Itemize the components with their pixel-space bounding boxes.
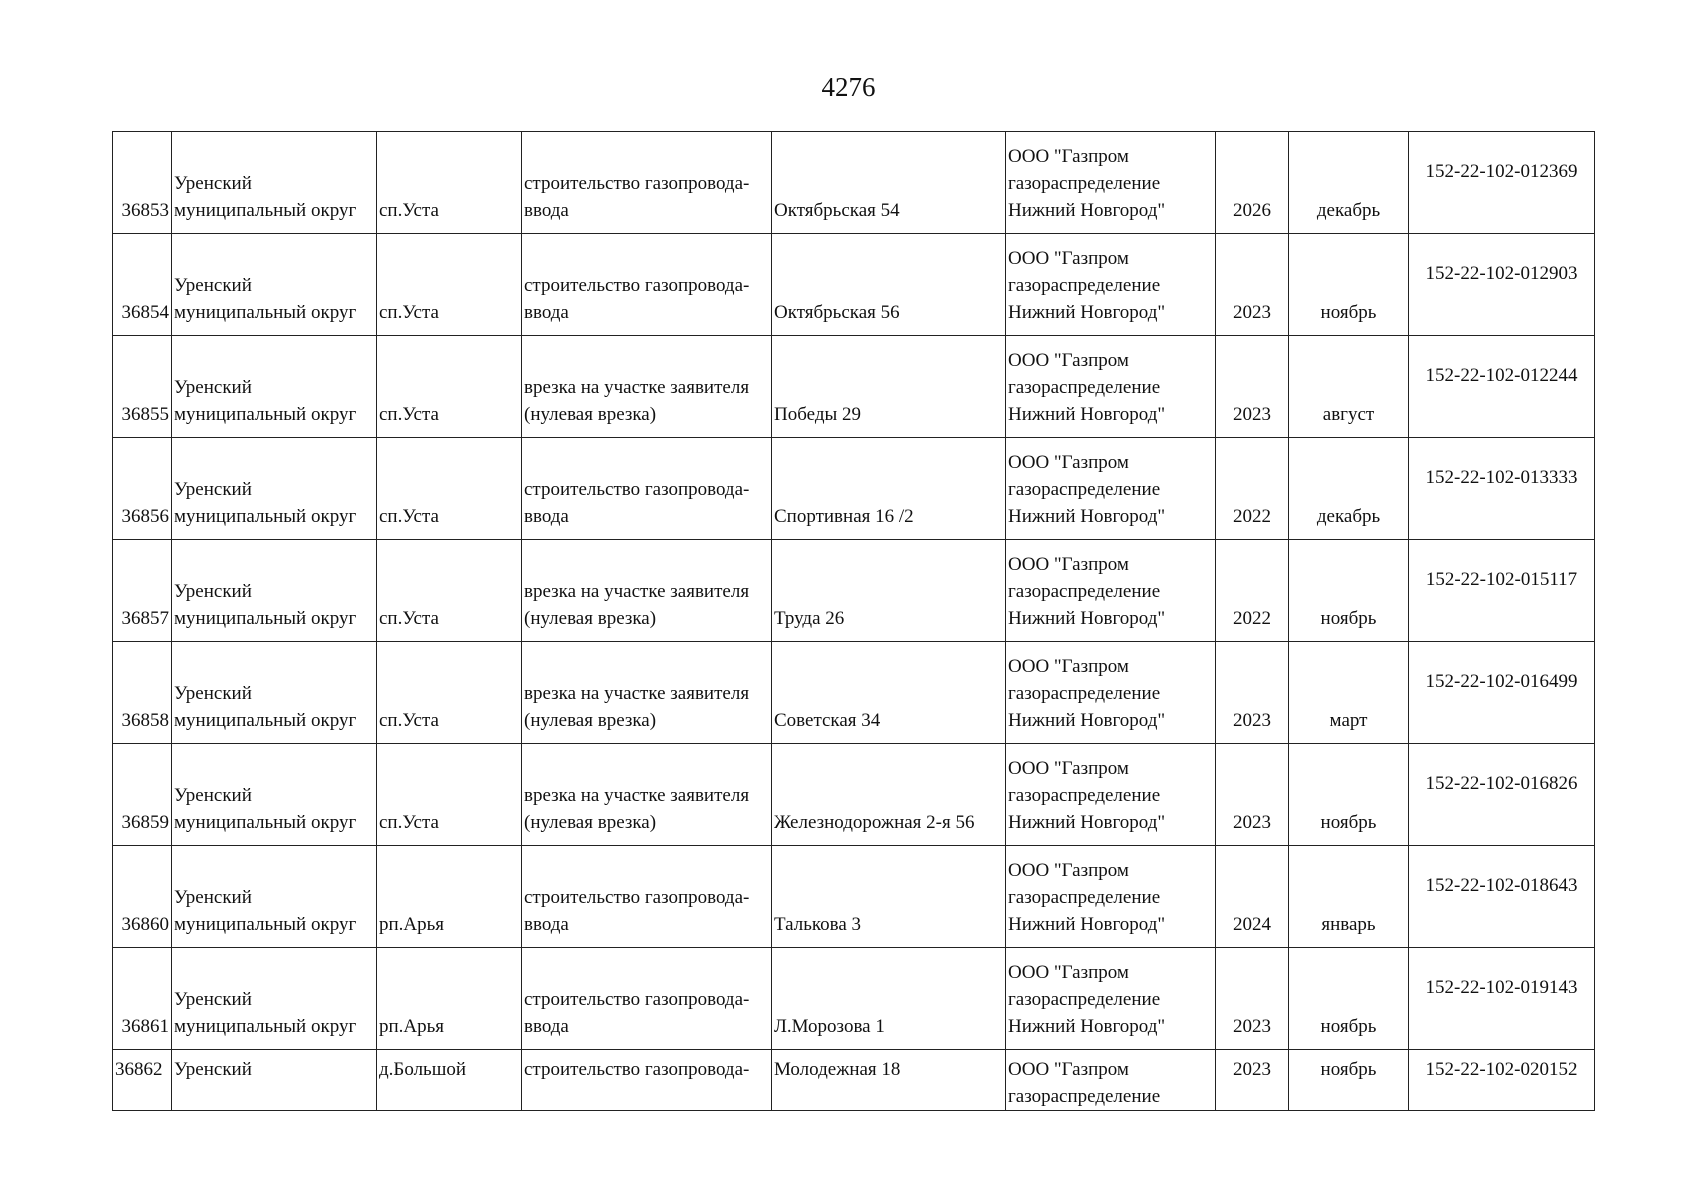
year-cell: 2023 [1216, 1050, 1289, 1111]
cell-line: ООО "Газпром [1008, 758, 1129, 779]
address-cell: Спортивная 16 /2 [772, 438, 1006, 540]
cell-line: ООО "Газпром [1008, 554, 1129, 575]
cell-line: (нулевая врезка) [524, 404, 657, 425]
cell-line: газораспределение [1008, 683, 1161, 704]
district-cell [172, 642, 377, 744]
cell-line: газораспределение [1008, 785, 1161, 806]
application-code-cell: 152-22-102-020152 [1409, 1050, 1595, 1111]
record-number: 36860 [113, 846, 172, 948]
cell-line: газораспределение [1008, 1086, 1161, 1107]
cell-line: Уренский [174, 887, 252, 908]
work-type-cell [522, 132, 772, 234]
cell-line: Нижний Новгород" [1008, 506, 1166, 527]
cell-line: Уренский [174, 989, 252, 1010]
district-cell [172, 1050, 377, 1111]
cell-line: (нулевая врезка) [524, 608, 657, 629]
cell-line: Уренский [174, 173, 252, 194]
cell-line: ООО "Газпром [1008, 248, 1129, 269]
registry-table [112, 131, 1595, 1111]
table-row [113, 234, 1595, 336]
cell-line: Уренский [174, 785, 252, 806]
table-row [113, 132, 1595, 234]
work-type-cell [522, 642, 772, 744]
cell-line: ООО "Газпром [1008, 146, 1129, 167]
cell-line: Уренский [174, 479, 252, 500]
cell-line: строительство газопровода- [524, 173, 750, 194]
district-cell [172, 336, 377, 438]
organization-cell [1006, 438, 1216, 540]
work-type-cell [522, 948, 772, 1050]
organization-cell [1006, 948, 1216, 1050]
month-cell: январь [1289, 846, 1409, 948]
table-row [113, 744, 1595, 846]
cell-line: строительство газопровода- [524, 479, 750, 500]
organization-cell [1006, 234, 1216, 336]
locality-cell: сп.Уста [377, 438, 522, 540]
cell-line: Нижний Новгород" [1008, 608, 1166, 629]
organization-cell [1006, 1050, 1216, 1111]
month-cell: ноябрь [1289, 540, 1409, 642]
month-cell: март [1289, 642, 1409, 744]
cell-line: строительство газопровода- [524, 887, 750, 908]
month-cell: декабрь [1289, 132, 1409, 234]
locality-cell: д.Большой [377, 1050, 522, 1111]
address-cell: Советская 34 [772, 642, 1006, 744]
application-code-cell: 152-22-102-015117 [1409, 540, 1595, 642]
cell-line: Уренский [174, 683, 252, 704]
application-code-cell: 152-22-102-013333 [1409, 438, 1595, 540]
record-number: 36862 [113, 1050, 172, 1111]
record-number: 36856 [113, 438, 172, 540]
cell-line: врезка на участке заявителя [524, 785, 750, 806]
cell-line: ввода [524, 302, 569, 323]
district-cell [172, 438, 377, 540]
cell-line: врезка на участке заявителя [524, 377, 750, 398]
cell-line: Нижний Новгород" [1008, 1016, 1166, 1037]
cell-line: муниципальный округ [174, 710, 357, 731]
month-cell: ноябрь [1289, 744, 1409, 846]
cell-line: (нулевая врезка) [524, 812, 657, 833]
cell-line: муниципальный округ [174, 812, 357, 833]
work-type-cell [522, 234, 772, 336]
year-cell: 2022 [1216, 540, 1289, 642]
work-type-cell [522, 846, 772, 948]
record-number: 36857 [113, 540, 172, 642]
address-cell: Молодежная 18 [772, 1050, 1006, 1111]
table-row [113, 540, 1595, 642]
year-cell: 2023 [1216, 948, 1289, 1050]
month-cell: ноябрь [1289, 948, 1409, 1050]
locality-cell: сп.Уста [377, 234, 522, 336]
work-type-cell [522, 438, 772, 540]
district-cell [172, 846, 377, 948]
cell-line: Нижний Новгород" [1008, 200, 1166, 221]
table-row [113, 336, 1595, 438]
cell-line: Уренский [174, 377, 252, 398]
address-cell: Труда 26 [772, 540, 1006, 642]
cell-line: газораспределение [1008, 989, 1161, 1010]
cell-line: ООО "Газпром [1008, 350, 1129, 371]
year-cell: 2023 [1216, 234, 1289, 336]
address-cell: Октябрьская 56 [772, 234, 1006, 336]
year-cell: 2026 [1216, 132, 1289, 234]
record-number: 36858 [113, 642, 172, 744]
cell-line: ООО "Газпром [1008, 860, 1129, 881]
year-cell: 2023 [1216, 744, 1289, 846]
cell-line: врезка на участке заявителя [524, 683, 750, 704]
address-cell: Победы 29 [772, 336, 1006, 438]
address-cell: Л.Морозова 1 [772, 948, 1006, 1050]
cell-line: муниципальный округ [174, 608, 357, 629]
organization-cell [1006, 744, 1216, 846]
cell-line: Нижний Новгород" [1008, 404, 1166, 425]
locality-cell: сп.Уста [377, 540, 522, 642]
cell-line: (нулевая врезка) [524, 710, 657, 731]
cell-line: ООО "Газпром [1008, 656, 1129, 677]
organization-cell [1006, 132, 1216, 234]
organization-cell [1006, 540, 1216, 642]
application-code-cell: 152-22-102-016826 [1409, 744, 1595, 846]
application-code-cell: 152-22-102-019143 [1409, 948, 1595, 1050]
table-row [113, 846, 1595, 948]
table-row [113, 438, 1595, 540]
application-code-cell: 152-22-102-018643 [1409, 846, 1595, 948]
month-cell: ноябрь [1289, 1050, 1409, 1111]
organization-cell [1006, 642, 1216, 744]
district-cell [172, 540, 377, 642]
cell-line: Нижний Новгород" [1008, 710, 1166, 731]
cell-line: газораспределение [1008, 173, 1161, 194]
cell-line: строительство газопровода- [524, 275, 750, 296]
cell-line: Уренский [174, 1059, 252, 1080]
organization-cell [1006, 846, 1216, 948]
application-code-cell: 152-22-102-012369 [1409, 132, 1595, 234]
cell-line: газораспределение [1008, 479, 1161, 500]
cell-line: газораспределение [1008, 377, 1161, 398]
locality-cell: сп.Уста [377, 336, 522, 438]
address-cell: Октябрьская 54 [772, 132, 1006, 234]
address-cell: Железнодорожная 2-я 56 [772, 744, 1006, 846]
record-number: 36859 [113, 744, 172, 846]
address-cell: Талькова 3 [772, 846, 1006, 948]
district-cell [172, 132, 377, 234]
cell-line: ввода [524, 200, 569, 221]
table-row [113, 1050, 1595, 1111]
year-cell: 2022 [1216, 438, 1289, 540]
year-cell: 2023 [1216, 336, 1289, 438]
district-cell [172, 234, 377, 336]
year-cell: 2023 [1216, 642, 1289, 744]
locality-cell: сп.Уста [377, 132, 522, 234]
cell-line: ввода [524, 1016, 569, 1037]
cell-line: муниципальный округ [174, 506, 357, 527]
locality-cell: сп.Уста [377, 642, 522, 744]
cell-line: строительство газопровода- [524, 1059, 750, 1080]
cell-line: ООО "Газпром [1008, 1059, 1129, 1080]
work-type-cell [522, 540, 772, 642]
cell-line: Нижний Новгород" [1008, 914, 1166, 935]
cell-line: Уренский [174, 581, 252, 602]
cell-line: газораспределение [1008, 887, 1161, 908]
cell-line: Уренский [174, 275, 252, 296]
cell-line: строительство газопровода- [524, 989, 750, 1010]
record-number: 36854 [113, 234, 172, 336]
locality-cell: рп.Арья [377, 846, 522, 948]
record-number: 36853 [113, 132, 172, 234]
record-number: 36855 [113, 336, 172, 438]
cell-line: Нижний Новгород" [1008, 302, 1166, 323]
year-cell: 2024 [1216, 846, 1289, 948]
organization-cell [1006, 336, 1216, 438]
cell-line: муниципальный округ [174, 1016, 357, 1037]
month-cell: декабрь [1289, 438, 1409, 540]
cell-line: врезка на участке заявителя [524, 581, 750, 602]
cell-line: муниципальный округ [174, 914, 357, 935]
cell-line: ООО "Газпром [1008, 452, 1129, 473]
application-code-cell: 152-22-102-012244 [1409, 336, 1595, 438]
table-row [113, 948, 1595, 1050]
cell-line: ООО "Газпром [1008, 962, 1129, 983]
district-cell [172, 744, 377, 846]
cell-line: муниципальный округ [174, 302, 357, 323]
district-cell [172, 948, 377, 1050]
month-cell: ноябрь [1289, 234, 1409, 336]
page-number: 4276 [821, 72, 876, 102]
table-row [113, 642, 1595, 744]
cell-line: муниципальный округ [174, 404, 357, 425]
application-code-cell: 152-22-102-012903 [1409, 234, 1595, 336]
cell-line: газораспределение [1008, 581, 1161, 602]
work-type-cell [522, 744, 772, 846]
month-cell: август [1289, 336, 1409, 438]
work-type-cell [522, 336, 772, 438]
cell-line: ввода [524, 914, 569, 935]
cell-line: муниципальный округ [174, 200, 357, 221]
locality-cell: рп.Арья [377, 948, 522, 1050]
work-type-cell [522, 1050, 772, 1111]
cell-line: ввода [524, 506, 569, 527]
locality-cell: сп.Уста [377, 744, 522, 846]
record-number: 36861 [113, 948, 172, 1050]
table-body [113, 132, 1595, 1111]
cell-line: газораспределение [1008, 275, 1161, 296]
cell-line: Нижний Новгород" [1008, 812, 1166, 833]
application-code-cell: 152-22-102-016499 [1409, 642, 1595, 744]
